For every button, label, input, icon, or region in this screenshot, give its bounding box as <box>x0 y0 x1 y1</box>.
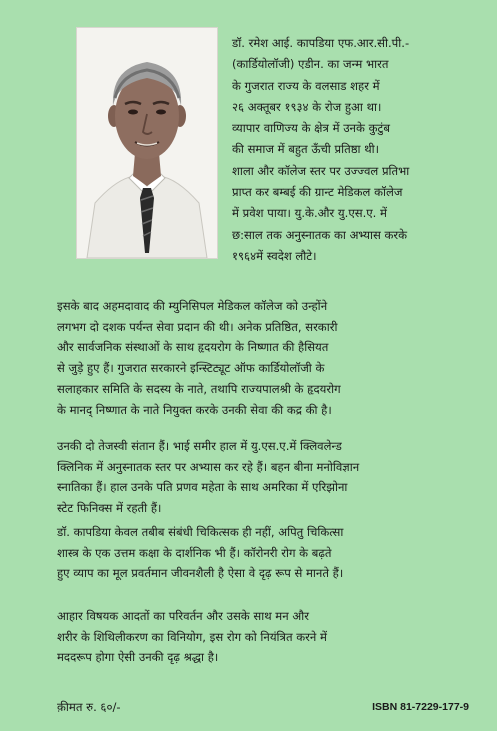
bio-line: प्राप्त कर बम्बई की ग्रान्ट मेडिकल कॉलेज <box>232 185 403 200</box>
paragraph-line: क्लिनिक में अनुस्नातक स्तर पर अभ्यास कर रहे हैं। बहन बीना मनोविज्ञान <box>57 459 360 474</box>
paragraph-line: लगभग दो दशक पर्यन्त सेवा प्रदान की थी। अनेक प्रतिष्ठित, सरकारी <box>57 319 338 334</box>
paragraph-line: के मानद् निष्णात के नाते नियुक्त करके उनकी सेवा की कद्र की है। <box>57 402 332 417</box>
paragraph-line: शरीर के शिथिलीकरण का विनियोग, इस रोग को नियंत्रित करने में <box>57 629 327 644</box>
paragraph-line: डॉ. कापडिया केवल तबीब संबंधी चिकित्सक ही नहीं, अपितु चिकित्सा <box>57 525 344 539</box>
paragraph-line: सलाहकार समिति के सदस्य के नाते, तथापि राज्यपालश्री के हृदयरोग <box>57 381 341 396</box>
bio-line: में प्रवेश पाया। यु.के.और यु.एस.ए. में <box>232 206 387 221</box>
paragraph-line: हुए व्याप का मूल प्रवर्तमान जीवनशैली है ऐसा वे दृढ़ रूप से मानते हैं। <box>57 566 344 581</box>
paragraph-line: इसके बाद अहमदावाद की म्युनिसिपल मेडिकल कॉलेज को उन्होंने <box>57 299 328 313</box>
paragraph-line: से जुड़े हुए हैं। गुजरात सरकारने इन्स्टिट्यूट ऑफ कार्डियोलॉजी के <box>57 361 325 376</box>
bio-line: डॉ. रमेश आई. कापडिया एफ.आर.सी.पी.- <box>232 36 410 50</box>
paragraph-line: आहार विषयक आदतों का परिवर्तन और उसके साथ मन और <box>57 609 309 623</box>
bio-line: शाला और कॉलेज स्तर पर उज्ज्वल प्रतिभा <box>232 163 410 178</box>
paragraph-line: स्टेट फिनिक्स में रहती हैं। <box>57 501 162 516</box>
author-photo <box>76 27 218 259</box>
bio-line: व्यापार वाणिज्य के क्षेत्र में उनके कुटुंब <box>232 121 390 136</box>
paragraph-line: मददरूप होगा ऐसी उनकी दृढ़ श्रद्धा है। <box>57 650 219 665</box>
paragraph-family <box>57 436 469 519</box>
price-label: क़ीमत रु. ६०/- <box>57 700 121 714</box>
paragraph-line: स्नातिका हैं। हाल उनके पति प्रणव महेता के साथ अमरिका में एरिझोना <box>57 480 348 495</box>
bio-line: की समाज में बहुत ऊँची प्रतिष्ठा थी। <box>232 142 380 157</box>
bio-line: (कार्डियोलॉजी) एडीन. का जन्म भारत <box>232 57 389 72</box>
isbn-label: ISBN 81-7229-177-9 <box>372 701 469 713</box>
author-bio-intro <box>232 33 464 267</box>
paragraph-belief <box>57 606 469 668</box>
bio-line: २६ अक्तूबर १९३४ के रोज हुआ था। <box>232 99 382 114</box>
paragraph-line: शास्त्र के एक उत्तम कक्षा के दार्शनिक भी हैं। कॉरोनरी रोग के बढ़ते <box>57 545 332 560</box>
bio-line: १९६४में स्वदेश लौटे। <box>232 248 317 263</box>
bio-line: के गुजरात राज्य के वलसाड शहर में <box>232 78 380 93</box>
paragraph-career <box>57 296 469 420</box>
paragraph-philosophy <box>57 522 469 584</box>
paragraph-line: उनकी दो तेजस्वी संतान हैं। भाई समीर हाल में यु.एस.ए.में क्लिवलेन्ड <box>57 439 342 453</box>
paragraph-line: और सार्वजनिक संस्थाओं के साथ हृदयरोग के निष्णात की हैसियत <box>57 340 329 355</box>
author-portrait-image <box>77 28 217 258</box>
cover-footer <box>57 700 469 720</box>
bio-line: छ:साल तक अनुस्नातक का अभ्यास करके <box>232 227 408 242</box>
